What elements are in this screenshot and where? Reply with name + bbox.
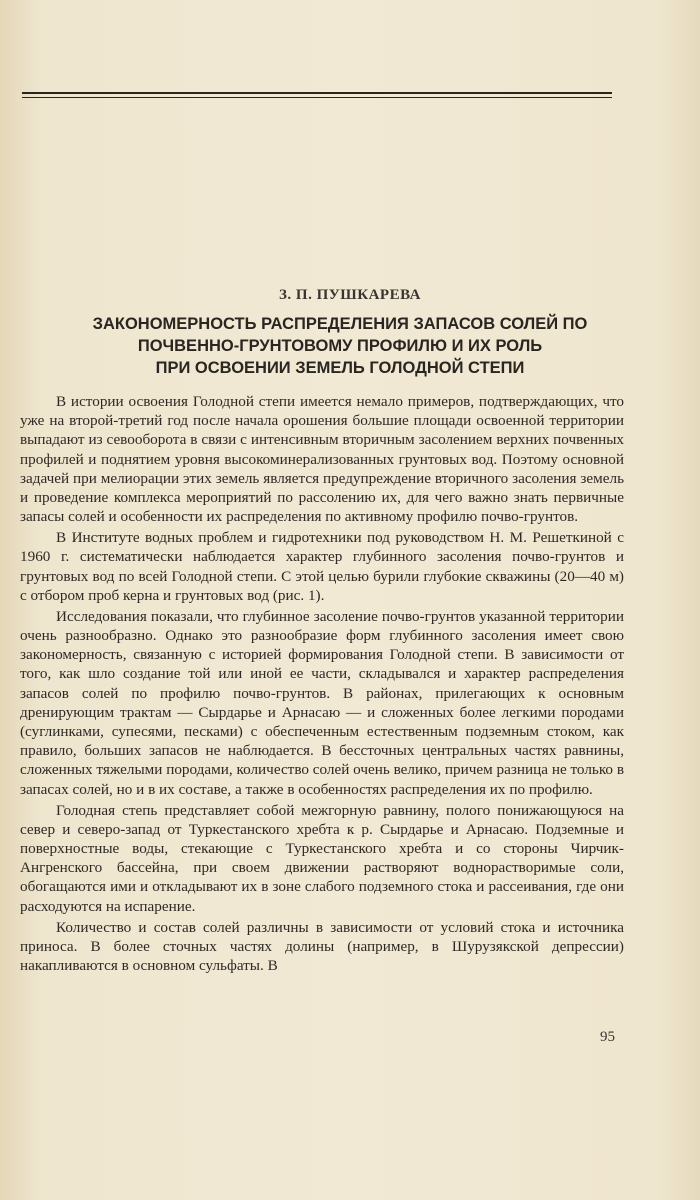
page-number: 95 (600, 1029, 615, 1045)
title-line-2: ПОЧВЕННО-ГРУНТОВОМУ ПРОФИЛЮ И ИХ РОЛЬ (137, 337, 543, 355)
paragraph-2: В Институте водных проблем и гидротехники под руководством Н. М. Решеткиной с 1960 г. систематически наблюдается характер глубинного засоления почво-грунтов и грунтовых вод по всей Голодной степи. С этой целью бурили глубокие скважины (20—40 м) с отбором проб керна и грунтовых вод (рис. 1). (20, 529, 624, 604)
article-body (20, 392, 624, 977)
author-name: З. П. ПУШКАРЕВА (278, 287, 421, 303)
paragraph-3: Исследования показали, что глубинное засоление почво-грунтов указанной территории очень разнообразно. Однако это разнообразие форм глубинного засоления имеет свою закономерность, связанную с историей формирования Голодной степи. В зависимости от того, как шло создание той или иной ее части, складывался и характер распределения запасов солей по профилю почво-грунтов. В районах, прилегающих к основным дренирующим трактам — Сырдарье и Арнасаю — и сложенных более легкими породами (суглинками, супесями, песками) с обеспеченным естественным подземным стоком, как правило, больших запасов не наблюдается. В бессточных центральных частях равнины, сложенных тяжелыми породами, количество солей очень велико, причем разница не только в запасах солей, но и в их составе, а также в особенностях распределения их по профилю. (20, 607, 624, 798)
paragraph-4: Голодная степь представляет собой межгорную равнину, полого понижающуюся на север и северо-запад от Туркестанского хребта к р. Сырдарье и Арнасаю. Подземные и поверхностные воды, стекающие с Туркестанского хребта и со стороны Чирчик-Ангренского бассейна, при своем движении растворяют воднорастворимые соли, обогащаются ими и откладывают их в зоне слабого подземного стока и рассеивания, где они расходуются на испарение. (20, 801, 624, 915)
article-title (30, 313, 650, 379)
header-rule-thick (22, 92, 612, 94)
header-rule-thin (22, 97, 612, 98)
title-line-1: ЗАКОНОМЕРНОСТЬ РАСПРЕДЕЛЕНИЯ ЗАПАСОВ СОЛЕЙ ПО (92, 315, 588, 333)
title-line-3: ПРИ ОСВОЕНИИ ЗЕМЕЛЬ ГОЛОДНОЙ СТЕПИ (155, 359, 525, 377)
paragraph-1: В истории освоения Голодной степи имеется немало примеров, подтверждающих, что уже на второй-третий год после начала орошения большие площади освоенной территории выпадают из севооборота в связи с интенсивным вторичным засолением верхних почвенных профилей и поднятием уровня высокоминерализованных грунтовых вод. Поэтому основной задачей при мелиорации этих земель является предупреждение вторичного засоления земель и проведение комплекса мероприятий по рассолению их, для чего важно знать первичные запасы солей и особенности их распределения по активному профилю почво-грунтов. (20, 393, 624, 526)
paragraph-5: Количество и состав солей различны в зависимости от условий стока и источника приноса. В более сточных частях долины (например, в Шурузякской депрессии) накапливаются в основном сульфаты. В (20, 918, 624, 975)
